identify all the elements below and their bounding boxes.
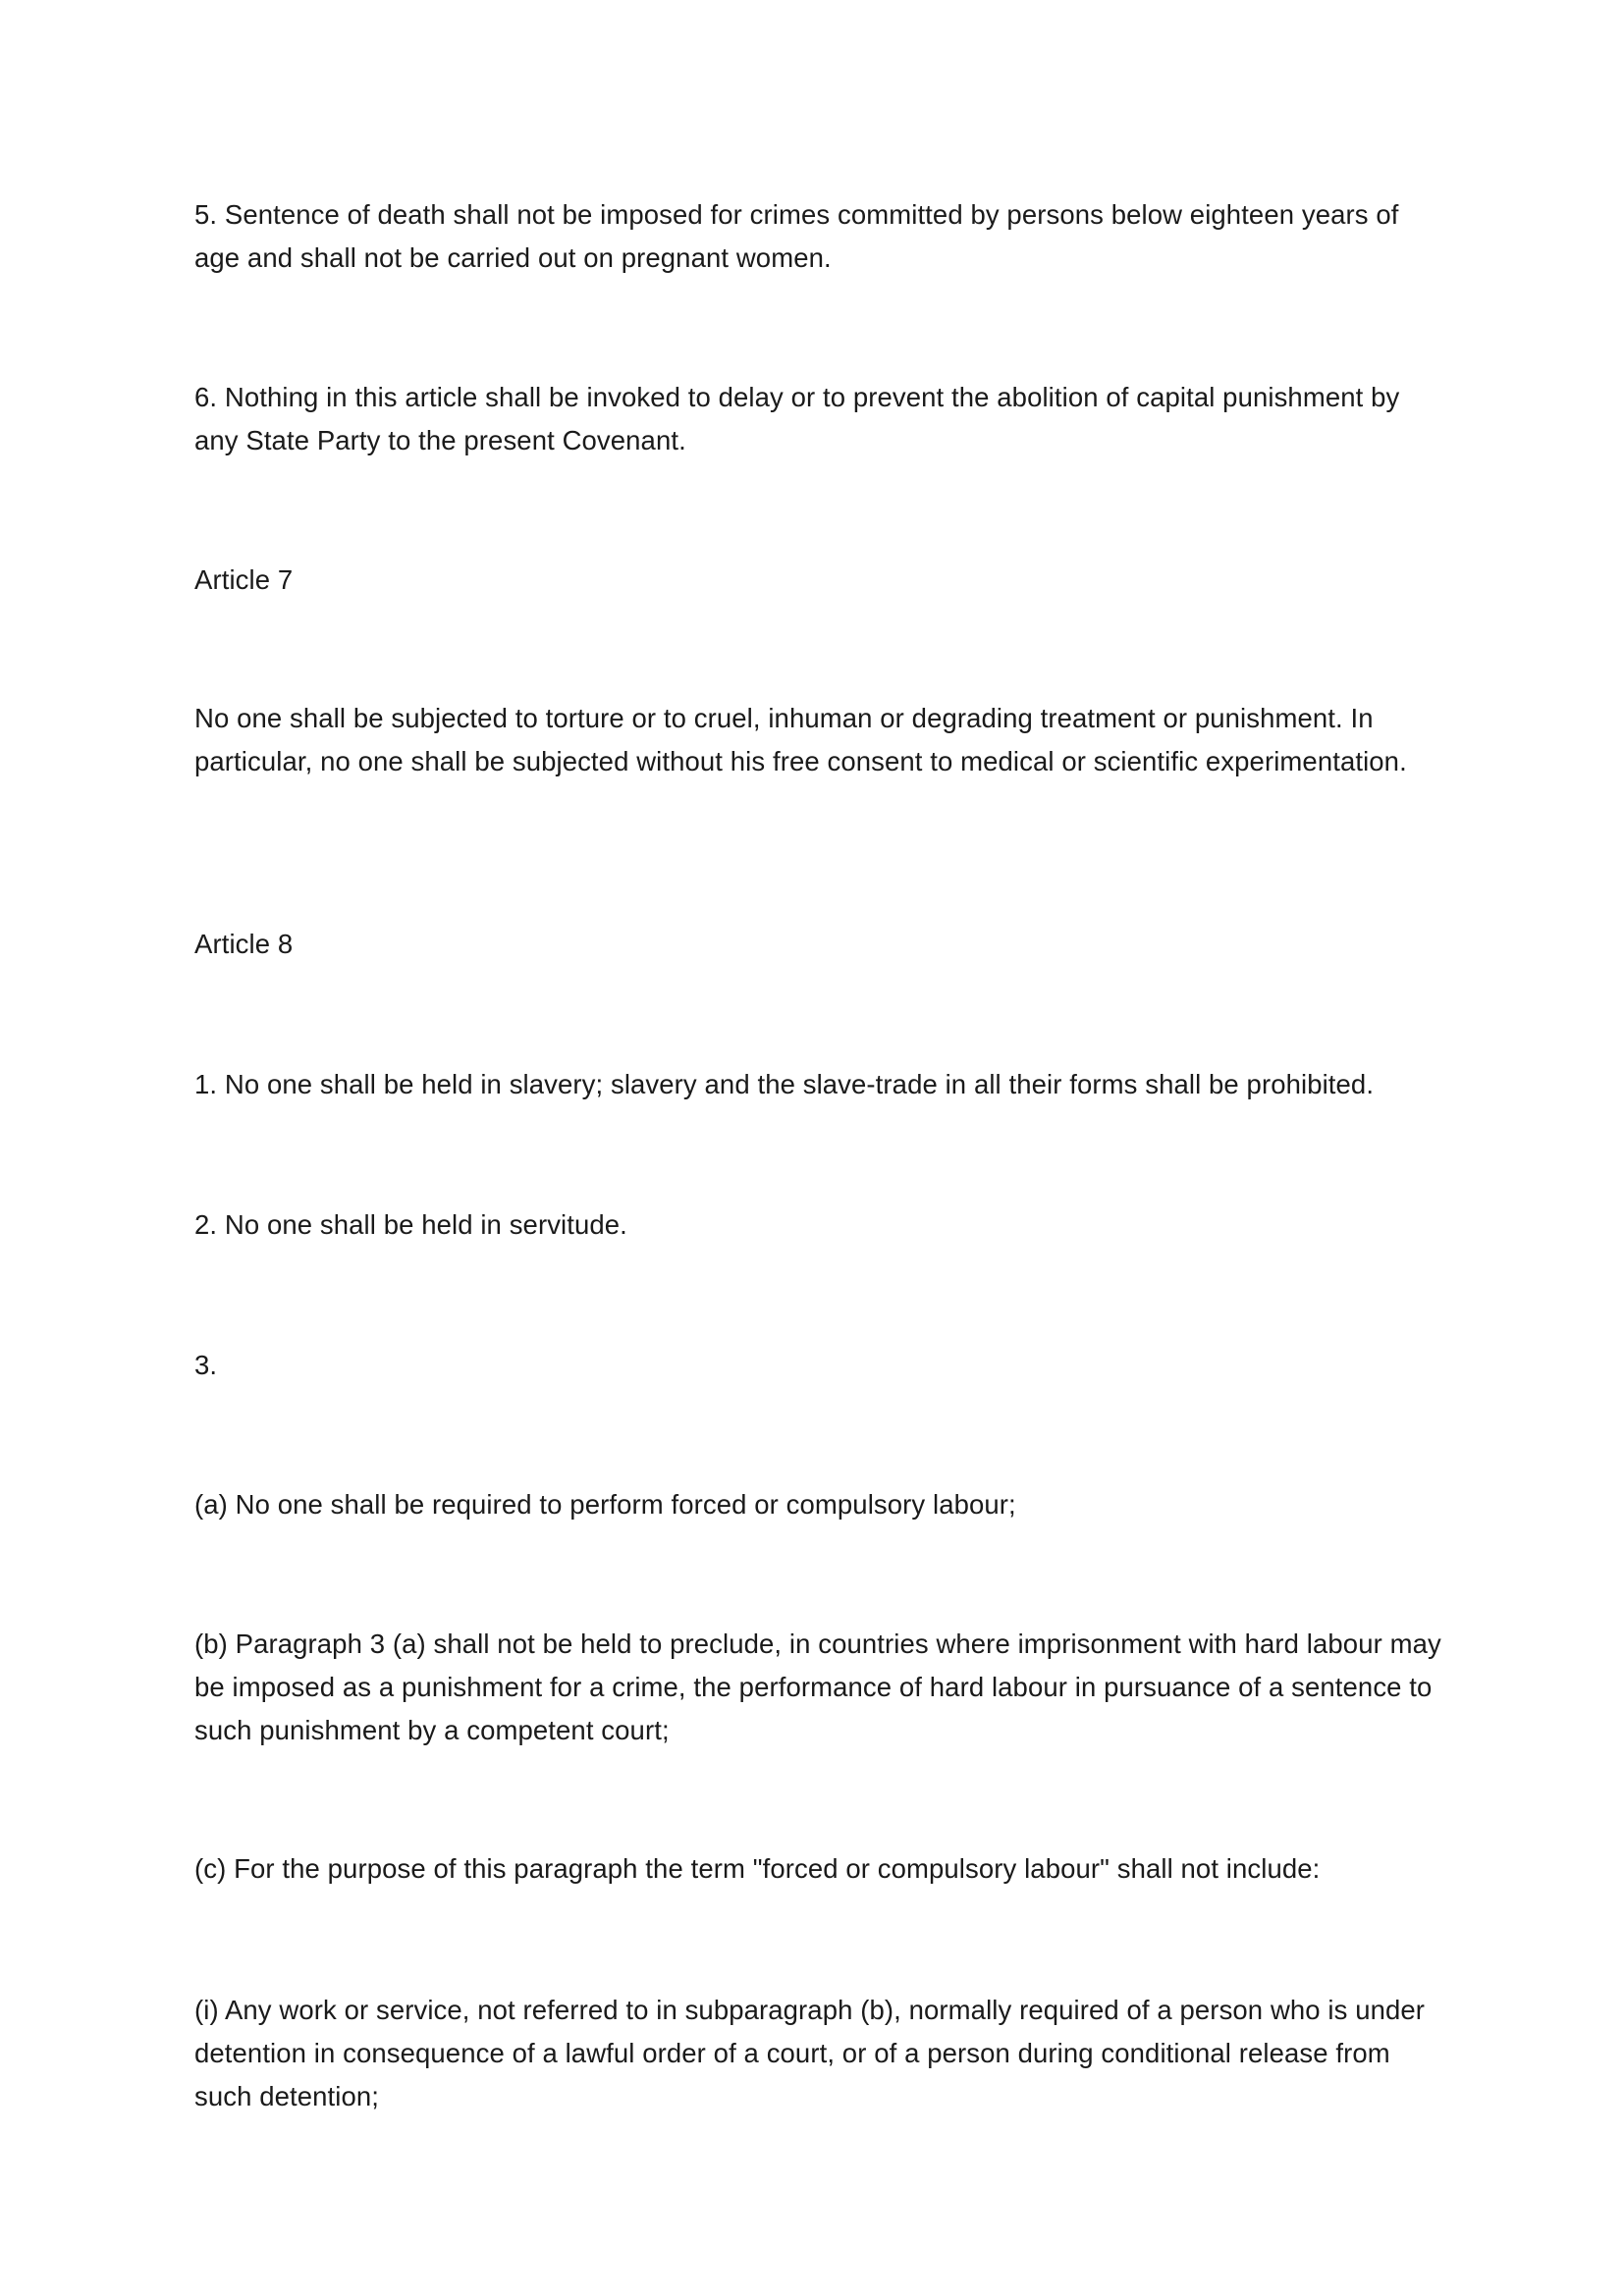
heading-article-7: Article 7 <box>194 564 294 595</box>
paragraph-8-3-number: 3. <box>194 1350 218 1380</box>
paragraph-8-3-c-i-detention: (i) Any work or service, not referred to in subparagraph (b), normally required of a person who is under detention in consequence of a lawful order of a court, or of a person during conditional release from such detention; <box>194 1995 1426 2111</box>
paragraph-article-7-torture: No one shall be subjected to torture or to cruel, inhuman or degrading treatment or punishment. In particular, no one shall be subjected without his free consent to medical or scientific experimentation. <box>194 703 1407 776</box>
paragraph-6-abolition: 6. Nothing in this article shall be invoked to delay or to prevent the abolition of capital punishment by any State Party to the present Covenant. <box>194 382 1400 455</box>
paragraph-8-3-c-definition: (c) For the purpose of this paragraph the term "forced or compulsory labour" shall not include: <box>194 1853 1321 1884</box>
heading-article-8: Article 8 <box>194 929 294 959</box>
paragraph-5-death-sentence: 5. Sentence of death shall not be imposed for crimes committed by persons below eighteen years of age and shall not be carried out on pregnant women. <box>194 199 1399 273</box>
paragraph-8-3-b-hard-labour: (b) Paragraph 3 (a) shall not be held to preclude, in countries where imprisonment with hard labour may be imposed as a punishment for a crime, the performance of hard labour in pursuance of a sentence to such punishment by a competent court; <box>194 1629 1441 1745</box>
paragraph-8-1-slavery: 1. No one shall be held in slavery; slavery and the slave-trade in all their forms shall be prohibited. <box>194 1069 1375 1099</box>
paragraph-8-3-a-forced-labour: (a) No one shall be required to perform forced or compulsory labour; <box>194 1489 1016 1520</box>
paragraph-8-2-servitude: 2. No one shall be held in servitude. <box>194 1209 627 1240</box>
